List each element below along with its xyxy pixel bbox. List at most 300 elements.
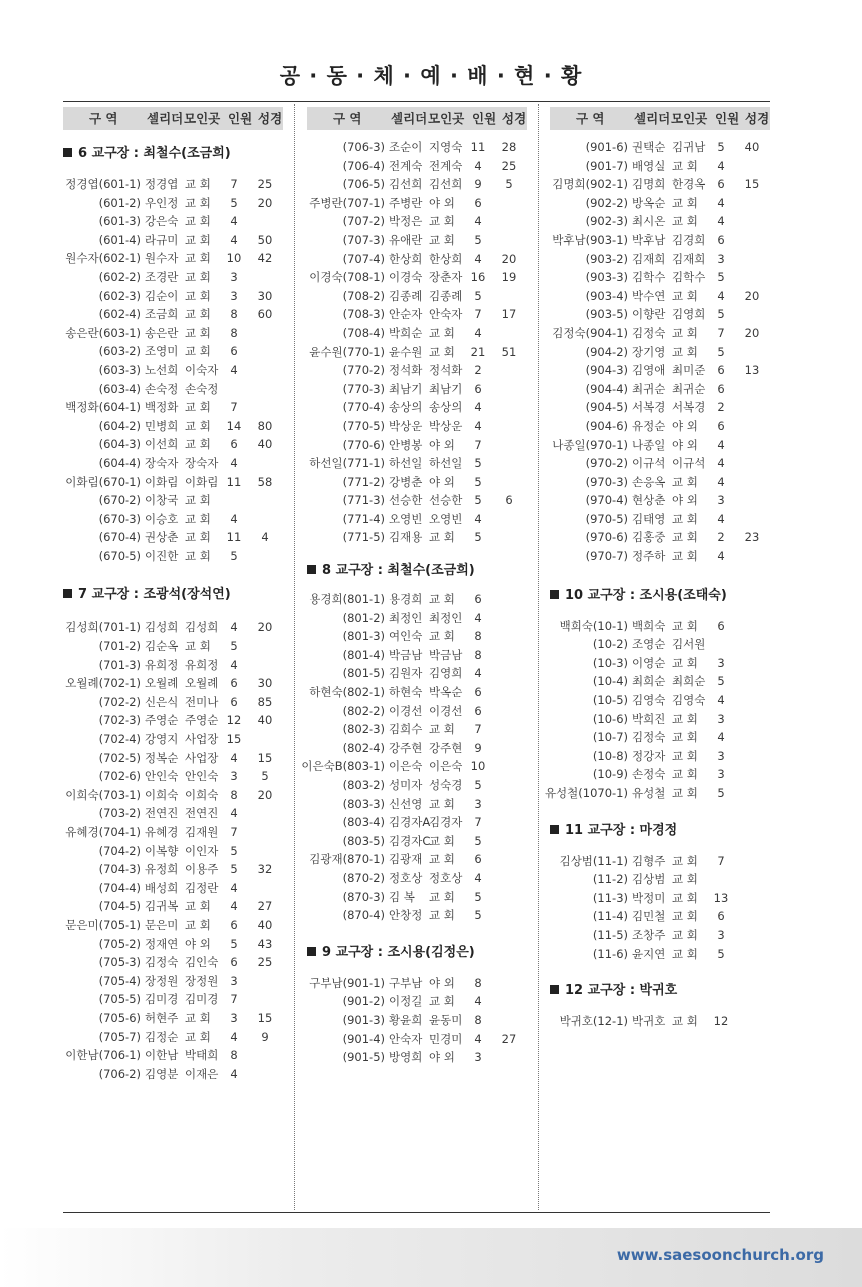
bible-cell: 40 bbox=[257, 713, 273, 728]
leader-cell: 박정미 bbox=[632, 890, 666, 905]
area-cell: 이화림(670-1) bbox=[65, 474, 141, 489]
leader-cell: 김정순 bbox=[145, 1029, 179, 1044]
table-row bbox=[63, 528, 283, 547]
place-cell: 교 회 bbox=[429, 592, 455, 607]
leader-cell: 백정화 bbox=[145, 400, 179, 415]
table-row bbox=[550, 268, 770, 287]
place-cell: 교 회 bbox=[185, 418, 211, 433]
leader-cell: 김성희 bbox=[145, 620, 179, 635]
place-cell: 교 회 bbox=[672, 511, 698, 526]
bible-cell: 19 bbox=[501, 270, 517, 285]
count-cell: 4 bbox=[230, 620, 238, 635]
leader-cell: 최시온 bbox=[632, 214, 666, 229]
count-cell: 14 bbox=[226, 418, 242, 433]
place-cell: 교 회 bbox=[672, 214, 698, 229]
place-cell: 김영숙 bbox=[672, 693, 706, 708]
count-cell: 4 bbox=[474, 158, 482, 173]
area-cell: (902-2) bbox=[585, 195, 628, 210]
place-cell: 오월례 bbox=[185, 676, 219, 691]
area-cell: (705-2) bbox=[98, 936, 141, 951]
place-cell: 최미준 bbox=[672, 363, 706, 378]
area-cell: (803-2) bbox=[342, 778, 385, 792]
area-cell: 유혜경(704-1) bbox=[65, 825, 141, 839]
table-row bbox=[63, 1028, 283, 1047]
leader-cell: 성미자 bbox=[389, 778, 423, 792]
count-cell: 3 bbox=[717, 493, 725, 508]
place-cell: 최귀순 bbox=[672, 381, 706, 396]
place-cell: 김성희 bbox=[185, 620, 219, 635]
place-cell: 민경미 bbox=[429, 1031, 463, 1046]
table-row bbox=[63, 435, 283, 454]
area-cell: (706-4) bbox=[342, 158, 385, 173]
area-cell: (708-2) bbox=[342, 288, 385, 303]
area-cell: (604-2) bbox=[98, 418, 141, 433]
bible-cell: 27 bbox=[257, 899, 273, 914]
place-cell: 장숙자 bbox=[185, 455, 219, 470]
leader-cell: 강은숙 bbox=[145, 214, 179, 229]
count-cell: 4 bbox=[230, 750, 238, 765]
table-row bbox=[63, 1046, 283, 1065]
place-cell: 장춘자 bbox=[429, 270, 463, 285]
leader-cell: 김명희 bbox=[632, 177, 666, 192]
area-cell: (803-3) bbox=[342, 796, 385, 811]
table-row bbox=[307, 795, 527, 814]
table-row bbox=[63, 916, 283, 935]
table-row bbox=[63, 730, 283, 749]
area-cell: (770-3) bbox=[342, 381, 385, 396]
leader-cell: 박정은 bbox=[389, 214, 423, 229]
place-cell: 한상희 bbox=[429, 251, 463, 266]
table-row bbox=[307, 194, 527, 213]
bible-cell: 23 bbox=[744, 530, 760, 545]
leader-cell: 배영실 bbox=[632, 158, 666, 173]
count-cell: 6 bbox=[474, 685, 482, 700]
table-row bbox=[307, 992, 527, 1011]
table-row bbox=[550, 361, 770, 380]
table-row bbox=[63, 842, 283, 861]
place-cell: 이재은 bbox=[185, 1066, 219, 1081]
place-cell: 최남기 bbox=[429, 381, 463, 396]
area-cell: (902-3) bbox=[585, 214, 628, 229]
table-row bbox=[550, 491, 770, 510]
place-cell: 교 회 bbox=[185, 548, 211, 563]
bible-cell: 9 bbox=[261, 1029, 269, 1044]
table-row bbox=[550, 907, 770, 926]
leader-cell: 주병란 bbox=[389, 195, 423, 210]
leader-cell: 이승호 bbox=[145, 511, 179, 526]
place-cell: 이규석 bbox=[672, 456, 706, 471]
count-cell: 3 bbox=[230, 1010, 238, 1025]
place-cell: 사업장 bbox=[185, 750, 219, 765]
leader-cell: 김선희 bbox=[389, 177, 423, 192]
leader-cell: 김영숙 bbox=[632, 693, 666, 708]
leader-cell: 라규미 bbox=[145, 232, 179, 247]
leader-cell: 전연진 bbox=[145, 806, 179, 821]
area-cell: (670-2) bbox=[98, 493, 141, 508]
count-cell: 6 bbox=[474, 852, 482, 867]
bible-cell: 15 bbox=[257, 750, 273, 765]
table-row bbox=[550, 635, 770, 654]
leader-cell: 백희숙 bbox=[632, 618, 666, 633]
leader-cell: 박금남 bbox=[389, 647, 423, 662]
table-row bbox=[550, 926, 770, 945]
table-row bbox=[307, 361, 527, 380]
bible-cell: 25 bbox=[257, 955, 273, 970]
leader-cell: 김경자C bbox=[389, 833, 431, 848]
area-cell: (803-4) bbox=[342, 815, 385, 830]
place-cell: 교 회 bbox=[429, 629, 455, 644]
leader-cell: 정복순 bbox=[145, 750, 179, 765]
place-cell: 이희숙 bbox=[185, 787, 219, 802]
place-cell: 교 회 bbox=[185, 899, 211, 914]
area-cell: (603-2) bbox=[98, 344, 141, 359]
leader-cell: 권상춘 bbox=[145, 530, 179, 545]
table-row bbox=[307, 664, 527, 683]
count-cell: 5 bbox=[230, 639, 238, 654]
place-cell: 교 회 bbox=[429, 796, 455, 811]
area-cell: 백정화(604-1) bbox=[65, 400, 141, 415]
table-row bbox=[63, 749, 283, 768]
table-row bbox=[63, 618, 283, 637]
area-cell: (11-2) bbox=[592, 872, 628, 887]
count-cell: 4 bbox=[474, 610, 482, 625]
leader-cell: 김 복 bbox=[389, 889, 415, 904]
square-bullet-icon bbox=[63, 148, 72, 157]
area-cell: (10-5) bbox=[592, 693, 628, 708]
column-2 bbox=[301, 107, 527, 1067]
count-cell: 10 bbox=[470, 759, 486, 774]
area-cell: (771-2) bbox=[342, 474, 385, 489]
place-cell: 야 외 bbox=[672, 418, 698, 433]
leader-cell: 여인숙 bbox=[389, 629, 423, 644]
count-cell: 6 bbox=[717, 618, 725, 633]
bible-cell: 25 bbox=[257, 177, 273, 191]
count-cell: 6 bbox=[717, 232, 725, 247]
area-cell: (10-3) bbox=[592, 655, 628, 670]
header-count: 인원 bbox=[228, 111, 253, 126]
leader-cell: 이영순 bbox=[632, 655, 666, 670]
place-cell: 교 회 bbox=[429, 852, 455, 867]
bible-cell: 80 bbox=[257, 418, 273, 433]
count-cell: 4 bbox=[230, 1029, 238, 1044]
leader-cell: 문은미 bbox=[145, 917, 179, 932]
header-leader: 셀리더 bbox=[147, 111, 184, 126]
count-cell: 8 bbox=[230, 787, 238, 802]
leader-cell: 이경선 bbox=[389, 703, 423, 718]
leader-cell: 박희진 bbox=[632, 711, 666, 726]
place-cell: 김선희 bbox=[429, 177, 463, 192]
section-label: 10 교구장 : 조시용(조태숙) bbox=[565, 587, 727, 603]
table-row bbox=[550, 417, 770, 436]
leader-cell: 이은숙 bbox=[389, 759, 423, 774]
count-cell: 8 bbox=[474, 1012, 482, 1027]
count-cell: 5 bbox=[717, 946, 725, 961]
table-row bbox=[63, 656, 283, 675]
count-cell: 5 bbox=[717, 786, 725, 800]
area-cell: (10-6) bbox=[592, 711, 628, 726]
table-row bbox=[63, 324, 283, 343]
area-cell: (705-7) bbox=[98, 1029, 141, 1044]
table-row bbox=[63, 380, 283, 399]
place-cell: 안인숙 bbox=[185, 769, 219, 784]
area-cell: (670-4) bbox=[98, 530, 141, 545]
count-cell: 4 bbox=[474, 214, 482, 229]
count-cell: 6 bbox=[230, 917, 238, 932]
header-area: 구 역 bbox=[89, 111, 118, 126]
table-row bbox=[307, 491, 527, 510]
leader-cell: 구부남 bbox=[389, 975, 423, 990]
count-cell: 2 bbox=[717, 400, 725, 415]
area-cell: (702-3) bbox=[98, 713, 141, 728]
count-cell: 5 bbox=[230, 862, 238, 877]
leader-cell: 윤수원 bbox=[389, 344, 423, 359]
place-cell: 김귀남 bbox=[672, 140, 706, 154]
top-rule bbox=[63, 101, 770, 102]
place-cell: 교 회 bbox=[185, 493, 211, 508]
leader-cell: 정주하 bbox=[632, 549, 666, 564]
place-cell: 주영순 bbox=[185, 713, 219, 728]
leader-cell: 박희순 bbox=[389, 325, 423, 340]
table-row bbox=[550, 528, 770, 547]
leader-cell: 주영순 bbox=[145, 713, 179, 728]
count-cell: 4 bbox=[230, 455, 238, 470]
area-cell: (603-3) bbox=[98, 362, 141, 377]
leader-cell: 우인정 bbox=[145, 195, 179, 210]
place-cell: 교 회 bbox=[672, 730, 698, 745]
bible-cell: 30 bbox=[257, 676, 273, 691]
place-cell: 김서원 bbox=[672, 637, 706, 652]
count-cell: 4 bbox=[474, 994, 482, 1009]
count-cell: 4 bbox=[717, 511, 725, 526]
count-cell: 5 bbox=[717, 270, 725, 285]
place-cell: 손숙정 bbox=[185, 381, 219, 396]
area-cell: 하선일(771-1) bbox=[309, 456, 385, 471]
leader-cell: 김종례 bbox=[389, 288, 423, 303]
section-heading bbox=[307, 559, 527, 578]
leader-cell: 방영희 bbox=[389, 1050, 423, 1065]
place-cell: 전계숙 bbox=[429, 158, 463, 173]
leader-cell: 김재희 bbox=[632, 251, 666, 266]
header-bible: 성경 bbox=[502, 111, 527, 126]
table-row bbox=[550, 728, 770, 747]
column-divider bbox=[294, 104, 295, 1210]
section-label: 6 교구장 : 최철수(조금희) bbox=[78, 146, 231, 161]
area-cell: 용경희(801-1) bbox=[309, 592, 385, 607]
count-cell: 6 bbox=[230, 955, 238, 970]
square-bullet-icon bbox=[550, 825, 559, 834]
bible-cell: 20 bbox=[257, 620, 273, 635]
leader-cell: 김정숙 bbox=[145, 955, 179, 970]
area-cell: 김성희(701-1) bbox=[65, 620, 141, 635]
place-cell: 교 회 bbox=[185, 511, 211, 526]
area-cell: 주병란(707-1) bbox=[309, 195, 385, 210]
leader-cell: 이경숙 bbox=[389, 270, 423, 285]
leader-cell: 안순자 bbox=[389, 307, 423, 322]
place-cell: 이인자 bbox=[185, 843, 219, 858]
place-cell: 이용주 bbox=[185, 862, 219, 877]
count-cell: 7 bbox=[230, 992, 238, 1007]
header-leader: 셀리더 bbox=[391, 111, 428, 126]
count-cell: 13 bbox=[713, 890, 729, 905]
bible-cell: 58 bbox=[257, 474, 273, 489]
area-cell: (901-4) bbox=[342, 1031, 385, 1046]
footer-url[interactable]: www.saesoonchurch.org bbox=[616, 1246, 824, 1264]
area-cell: (601-4) bbox=[98, 232, 141, 247]
table-row bbox=[63, 398, 283, 417]
leader-cell: 황윤희 bbox=[389, 1012, 423, 1027]
column-3 bbox=[544, 107, 770, 1031]
leader-cell: 박후남 bbox=[632, 232, 666, 247]
place-cell: 박옥순 bbox=[429, 685, 463, 700]
area-cell: 김명희(902-1) bbox=[552, 177, 628, 192]
count-cell: 16 bbox=[470, 270, 486, 285]
area-cell: 김광재(870-1) bbox=[309, 852, 385, 867]
place-cell: 교 회 bbox=[672, 767, 698, 782]
leader-cell: 김재용 bbox=[389, 530, 423, 545]
area-cell: (904-3) bbox=[585, 363, 628, 378]
bible-cell: 40 bbox=[744, 140, 760, 154]
table-row bbox=[307, 175, 527, 194]
place-cell: 교 회 bbox=[672, 853, 698, 868]
area-cell: (603-4) bbox=[98, 381, 141, 396]
count-cell: 4 bbox=[474, 418, 482, 433]
table-row bbox=[550, 138, 770, 157]
bible-cell: 13 bbox=[744, 363, 760, 378]
leader-cell: 김홍중 bbox=[632, 530, 666, 545]
leader-cell: 정경엽 bbox=[145, 177, 179, 191]
count-cell: 5 bbox=[474, 908, 482, 923]
place-cell: 교 회 bbox=[185, 400, 211, 415]
area-cell: (970-3) bbox=[585, 474, 628, 489]
place-cell: 사업장 bbox=[185, 732, 219, 747]
bible-cell: 40 bbox=[257, 437, 273, 452]
table-row bbox=[63, 175, 283, 194]
place-cell: 교 회 bbox=[185, 1010, 211, 1025]
place-cell: 교 회 bbox=[185, 307, 211, 322]
column-header bbox=[307, 107, 527, 130]
leader-cell: 조순이 bbox=[389, 140, 423, 154]
count-cell: 5 bbox=[717, 674, 725, 689]
table-row bbox=[63, 473, 283, 492]
table-row bbox=[307, 683, 527, 702]
place-cell: 교 회 bbox=[672, 618, 698, 633]
area-cell: (802-4) bbox=[342, 740, 385, 755]
table-row bbox=[550, 231, 770, 250]
area-cell: (705-3) bbox=[98, 955, 141, 970]
leader-cell: 김영애 bbox=[632, 363, 666, 378]
place-cell: 이은숙 bbox=[429, 759, 463, 774]
bible-cell: 20 bbox=[257, 195, 273, 210]
count-cell: 4 bbox=[230, 511, 238, 526]
table-row bbox=[63, 212, 283, 231]
place-cell: 교 회 bbox=[429, 908, 455, 923]
place-cell: 유희정 bbox=[185, 657, 219, 672]
section-label: 8 교구장 : 최철수(조금희) bbox=[322, 563, 475, 579]
leader-cell: 배성희 bbox=[145, 880, 179, 895]
leader-cell: 오영빈 bbox=[389, 511, 423, 526]
leader-cell: 조영미 bbox=[145, 344, 179, 359]
table-row bbox=[550, 343, 770, 362]
table-row bbox=[63, 972, 283, 991]
table-row bbox=[550, 617, 770, 636]
place-cell: 교 회 bbox=[429, 530, 455, 545]
count-cell: 3 bbox=[717, 748, 725, 763]
place-cell: 교 회 bbox=[429, 325, 455, 340]
place-cell: 야 외 bbox=[429, 195, 455, 210]
area-cell: (901-6) bbox=[585, 140, 628, 154]
place-cell: 김재원 bbox=[185, 825, 219, 839]
area-cell: 백희숙(10-1) bbox=[559, 618, 628, 633]
area-cell: (970-5) bbox=[585, 511, 628, 526]
leader-cell: 손응옥 bbox=[632, 474, 666, 489]
place-cell: 서복경 bbox=[672, 400, 706, 415]
table-row bbox=[307, 702, 527, 721]
square-bullet-icon bbox=[550, 985, 559, 994]
bible-cell: 40 bbox=[257, 917, 273, 932]
leader-cell: 박귀호 bbox=[632, 1014, 666, 1029]
table-row bbox=[550, 212, 770, 231]
count-cell: 5 bbox=[230, 548, 238, 563]
bible-cell: 60 bbox=[257, 307, 273, 322]
place-cell: 김인숙 bbox=[185, 955, 219, 970]
count-cell: 7 bbox=[230, 177, 238, 191]
column-divider bbox=[538, 104, 539, 1210]
table-row bbox=[63, 897, 283, 916]
leader-cell: 방옥순 bbox=[632, 195, 666, 210]
place-cell: 김종례 bbox=[429, 288, 463, 303]
area-cell: (10-4) bbox=[592, 674, 628, 689]
table-row bbox=[307, 627, 527, 646]
section-label: 12 교구장 : 박귀호 bbox=[565, 983, 678, 999]
table-row bbox=[550, 157, 770, 176]
place-cell: 오영빈 bbox=[429, 511, 463, 526]
leader-cell: 강주현 bbox=[389, 740, 423, 755]
table-row bbox=[550, 324, 770, 343]
table-row bbox=[550, 398, 770, 417]
place-cell: 하선일 bbox=[429, 456, 463, 471]
count-cell: 3 bbox=[717, 711, 725, 726]
table-row bbox=[307, 869, 527, 888]
place-cell: 송상의 bbox=[429, 400, 463, 415]
leader-cell: 장숙자 bbox=[145, 455, 179, 470]
count-cell: 5 bbox=[717, 307, 725, 322]
place-cell: 교 회 bbox=[672, 1014, 698, 1029]
leader-cell: 김영분 bbox=[145, 1066, 179, 1081]
count-cell: 3 bbox=[230, 973, 238, 988]
leader-cell: 이진한 bbox=[145, 548, 179, 563]
place-cell: 야 외 bbox=[185, 936, 211, 951]
place-cell: 야 외 bbox=[429, 474, 455, 489]
area-cell: (904-5) bbox=[585, 400, 628, 415]
table-row bbox=[63, 361, 283, 380]
count-cell: 6 bbox=[230, 676, 238, 691]
place-cell: 교 회 bbox=[672, 195, 698, 210]
table-row bbox=[307, 417, 527, 436]
table-row bbox=[307, 646, 527, 665]
leader-cell: 유성철 bbox=[632, 786, 666, 800]
table-row bbox=[63, 454, 283, 473]
table-row bbox=[550, 765, 770, 784]
area-cell: (708-3) bbox=[342, 307, 385, 322]
bible-cell: 85 bbox=[257, 694, 273, 709]
table-row bbox=[63, 786, 283, 805]
count-cell: 3 bbox=[717, 927, 725, 942]
table-row bbox=[550, 454, 770, 473]
header-place: 모인곳 bbox=[184, 111, 221, 126]
area-cell: (708-4) bbox=[342, 325, 385, 340]
bible-cell: 30 bbox=[257, 288, 273, 303]
leader-cell: 유정순 bbox=[632, 418, 666, 433]
